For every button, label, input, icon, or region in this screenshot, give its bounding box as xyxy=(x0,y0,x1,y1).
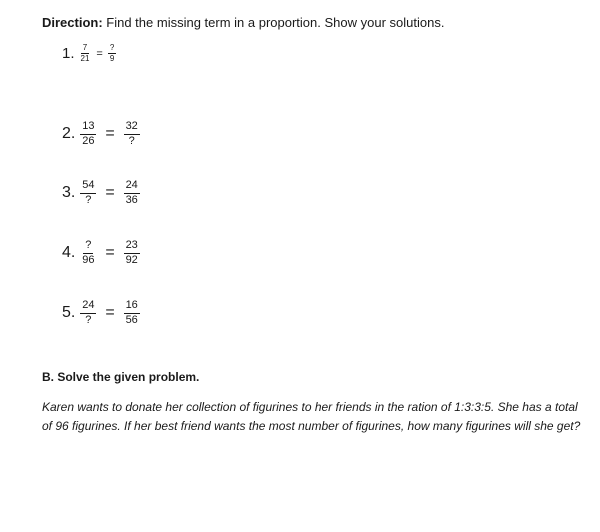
numerator: 23 xyxy=(124,240,140,254)
denominator: 56 xyxy=(125,313,138,326)
left-fraction xyxy=(79,121,97,147)
word-problem-text: Karen wants to donate her collection of figurines to her friends in the ration of 1:3:3:5. She has a total of 96 figurines. If her best friend wants the most number of figurines, how many figurines will she get? xyxy=(42,400,581,433)
problem-2 xyxy=(62,121,141,147)
equals-sign: = xyxy=(105,184,115,202)
left-fraction xyxy=(79,44,92,64)
equals-sign: = xyxy=(105,125,115,143)
left-fraction xyxy=(79,300,97,326)
problem-1 xyxy=(62,44,116,64)
denominator: 36 xyxy=(125,193,138,206)
problem-number: 2. xyxy=(62,125,76,143)
denominator: ? xyxy=(85,313,92,326)
equals-sign: = xyxy=(105,304,115,322)
numerator: ? xyxy=(108,44,116,54)
direction-label: Direction: xyxy=(42,15,103,30)
equals-sign: = xyxy=(105,244,115,262)
problem-5 xyxy=(62,300,141,326)
problem-number: 1. xyxy=(62,45,75,63)
direction-line xyxy=(42,15,444,30)
section-b-heading: B. Solve the given problem. xyxy=(42,370,200,384)
denominator: ? xyxy=(128,134,135,147)
numerator: 24 xyxy=(124,180,140,194)
denominator: 96 xyxy=(82,253,95,266)
right-fraction xyxy=(123,121,141,147)
right-fraction xyxy=(123,300,141,326)
denominator: ? xyxy=(85,193,92,206)
right-fraction xyxy=(123,240,141,266)
denominator: 92 xyxy=(125,253,138,266)
numerator: 16 xyxy=(124,300,140,314)
numerator: 7 xyxy=(81,44,89,54)
denominator: 9 xyxy=(109,54,115,64)
numerator: 13 xyxy=(80,121,96,135)
problem-number: 5. xyxy=(62,304,76,322)
problem-3 xyxy=(62,180,141,206)
problem-number: 3. xyxy=(62,184,76,202)
direction-text: Find the missing term in a proportion. Show your solutions. xyxy=(102,15,445,30)
numerator: 32 xyxy=(124,121,140,135)
numerator: ? xyxy=(83,240,93,254)
right-fraction xyxy=(108,44,116,64)
right-fraction xyxy=(123,180,141,206)
equals-sign: = xyxy=(96,47,103,60)
denominator: 26 xyxy=(82,134,95,147)
numerator: 54 xyxy=(80,180,96,194)
numerator: 24 xyxy=(80,300,96,314)
problem-number: 4. xyxy=(62,244,76,262)
denominator: 21 xyxy=(80,54,90,64)
problem-4 xyxy=(62,240,141,266)
left-fraction xyxy=(79,180,97,206)
left-fraction xyxy=(79,240,97,266)
